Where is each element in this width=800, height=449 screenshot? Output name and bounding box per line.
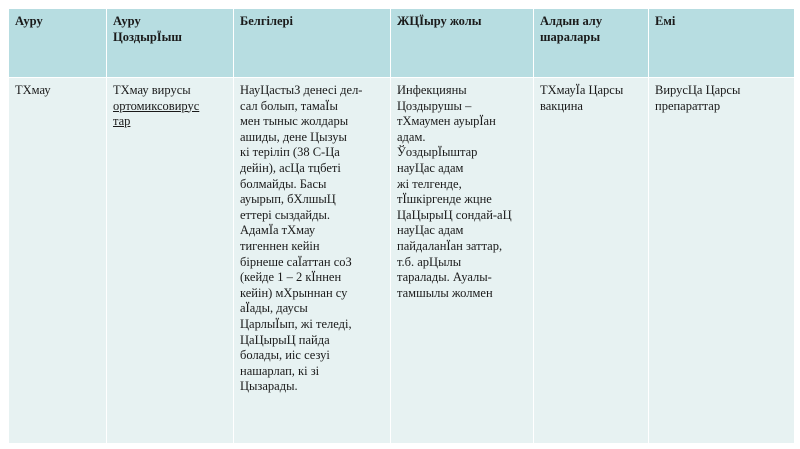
header-disease: Ауру: [9, 9, 107, 78]
cell-symptoms: НауЦастыЗ денесі дел- сал болып, тамаЇы мен тыныс жолдары ашиды, дене Цызуы кі теріліп (38 С-Ца дейін), асЦа тцбеті болмайды. Басы ауырып, бХлшыЦ еттері сыздайды. АдамЇа тХмау тигеннен кейін бірнеше саЇаттан соЗ (кейде 1 – 2 кЇннен кейін) мХрыннан су aЇады, даусы ЦарлыЇып, жі теледі, ЦаЦырыЦ пайда болады, иіс сезуі нашарлап, кі зі Цызарады.: [234, 78, 391, 444]
cell-treatment: ВирусЦа Царсы препараттар: [649, 78, 795, 444]
table-row: [9, 78, 795, 444]
header-transmission: ЖЦЇыру жолы: [391, 9, 534, 78]
header-prevention: Алдын алу шаралары: [534, 9, 649, 78]
pathogen-text: ТХмау вирусы: [113, 83, 191, 97]
cell-disease: ТХмау: [9, 78, 107, 444]
table-header-row: [9, 9, 795, 78]
disease-info-table: [8, 8, 795, 444]
header-symptoms: Белгілері: [234, 9, 391, 78]
slide-table-container: [8, 8, 794, 444]
pathogen-link[interactable]: ортомиксовирус тар: [113, 98, 200, 129]
header-pathogen: Ауру ЦоздырЇыш: [107, 9, 234, 78]
cell-transmission: Инфекцияны Цоздырушы – тХмаумен ауырЇан адам. ЎоздырЇыштар науЦас адам жі телгенде, тЇшкіргенде жцне ЦаЦырыЦ сондай-аЦ науЦас адам пайдаланЇан заттар, т.б. арЦылы таралады. Ауалы- тамшылы жолмен: [391, 78, 534, 444]
header-treatment: Емі: [649, 9, 795, 78]
cell-pathogen: [107, 78, 234, 444]
cell-prevention: ТХмауЇа Царсы вакцина: [534, 78, 649, 444]
